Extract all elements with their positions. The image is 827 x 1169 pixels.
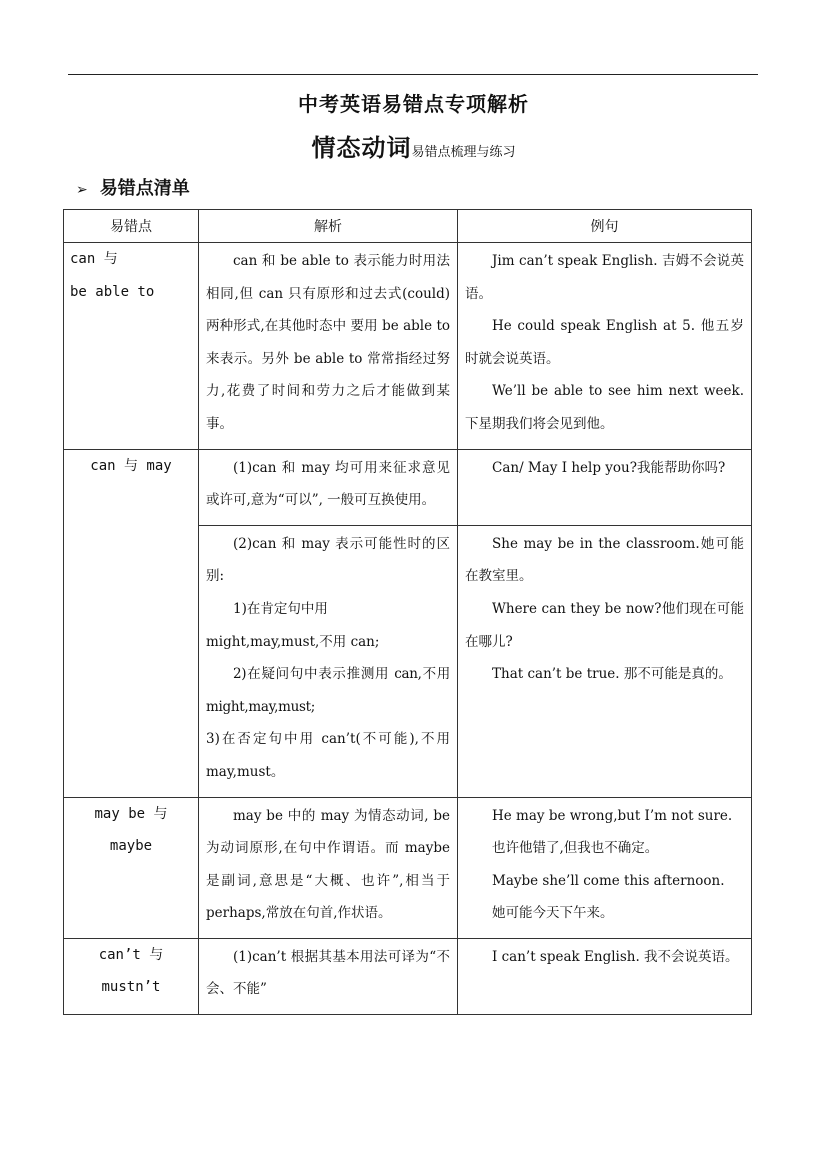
header-examples: 例句 (458, 210, 752, 243)
example-text: We’ll be able to see him next week. 下星期我们将会见到他。 (465, 383, 744, 432)
arrow-bullet-icon: ➢ (76, 182, 88, 198)
example-text: That can’t be true. 那不可能是真的。 (492, 666, 732, 683)
term-cell: can 与 may (64, 449, 199, 797)
analysis-text: 1)在肯定句中用 (233, 600, 328, 617)
header-error-point: 易错点 (64, 210, 199, 243)
analysis-text: 3)在否定句中用 can’t(不可能),不用 may,must。 (206, 731, 450, 780)
analysis-cell (199, 449, 458, 525)
analysis-text: may be 中的 may 为情态动词, be 为动词原形,在句中作谓语。而 maybe 是副词,意思是“大概、也许”,相当于 perhaps,常放在句首,作状语。 (206, 807, 450, 922)
example-text: He may be wrong,but I’m not sure. (492, 807, 733, 824)
table-header-row (64, 210, 752, 243)
example-text: Jim can’t speak English. 吉姆不会说英语。 (465, 253, 744, 302)
analysis-cell (199, 525, 458, 797)
term-line: be able to (70, 283, 155, 300)
example-cell (458, 243, 752, 450)
term-line: mustn’t (101, 979, 161, 996)
analysis-text: (1)can’t 根据其基本用法可译为“不会、不能” (206, 948, 450, 998)
example-text: 也许他错了,但我也不确定。 (492, 840, 659, 857)
example-text: Where can they be now?他们现在可能在哪儿? (465, 600, 744, 650)
term-cell (64, 938, 199, 1014)
analysis-cell (199, 938, 458, 1014)
section-title: 易错点清单 (99, 178, 190, 199)
analysis-text: can 和 be able to 表示能力时用法相同,但 can 只有原形和过去式(could)两种形式,在其他时态中 要用 be able to 来表示。另外 be able to 常常指经过努力,花费了时间和劳力之后才能做到某事。 (206, 253, 450, 432)
example-cell (458, 449, 752, 525)
table-row (64, 243, 752, 450)
analysis-cell (199, 797, 458, 938)
example-text: He could speak English at 5. 他五岁时就会说英语。 (465, 318, 744, 367)
document-title: 中考英语易错点专项解析 (298, 92, 529, 116)
analysis-text: 2)在疑问句中表示推测用 can,不用 might,may,must; (206, 666, 450, 715)
example-text: Can/ May I help you?我能帮助你吗? (492, 459, 726, 476)
error-points-table (63, 209, 752, 1015)
example-text: 她可能今天下午来。 (492, 905, 614, 922)
term-cell: may be 与 maybe (64, 797, 199, 938)
header-rule (68, 74, 758, 75)
table-row (64, 449, 752, 525)
example-cell (458, 797, 752, 938)
table-row (64, 797, 752, 938)
subtitle-small: 易错点梳理与练习 (411, 145, 516, 160)
example-cell (458, 525, 752, 797)
document-subtitle (0, 128, 827, 163)
header-analysis: 解析 (199, 210, 458, 243)
table-row (64, 938, 752, 1014)
term-line: can’t 与 (98, 946, 164, 963)
analysis-text: (2)can 和 may 表示可能性时的区别: (206, 535, 450, 585)
section-heading (76, 174, 190, 200)
example-text: She may be in the classroom.她可能在教室里。 (465, 535, 744, 585)
term-line: can 与 (70, 251, 118, 267)
example-text: I can’t speak English. 我不会说英语。 (492, 948, 739, 965)
analysis-text: (1)can 和 may 均可用来征求意见或许可,意为“可以”, 一般可互换使用。 (206, 459, 450, 509)
subtitle-main: 情态动词 (311, 134, 412, 162)
analysis-text: might,may,must,不用 can; (206, 633, 380, 650)
example-cell (458, 938, 752, 1014)
term-cell (64, 243, 199, 450)
analysis-cell (199, 243, 458, 450)
example-text: Maybe she’ll come this afternoon. (492, 872, 725, 889)
